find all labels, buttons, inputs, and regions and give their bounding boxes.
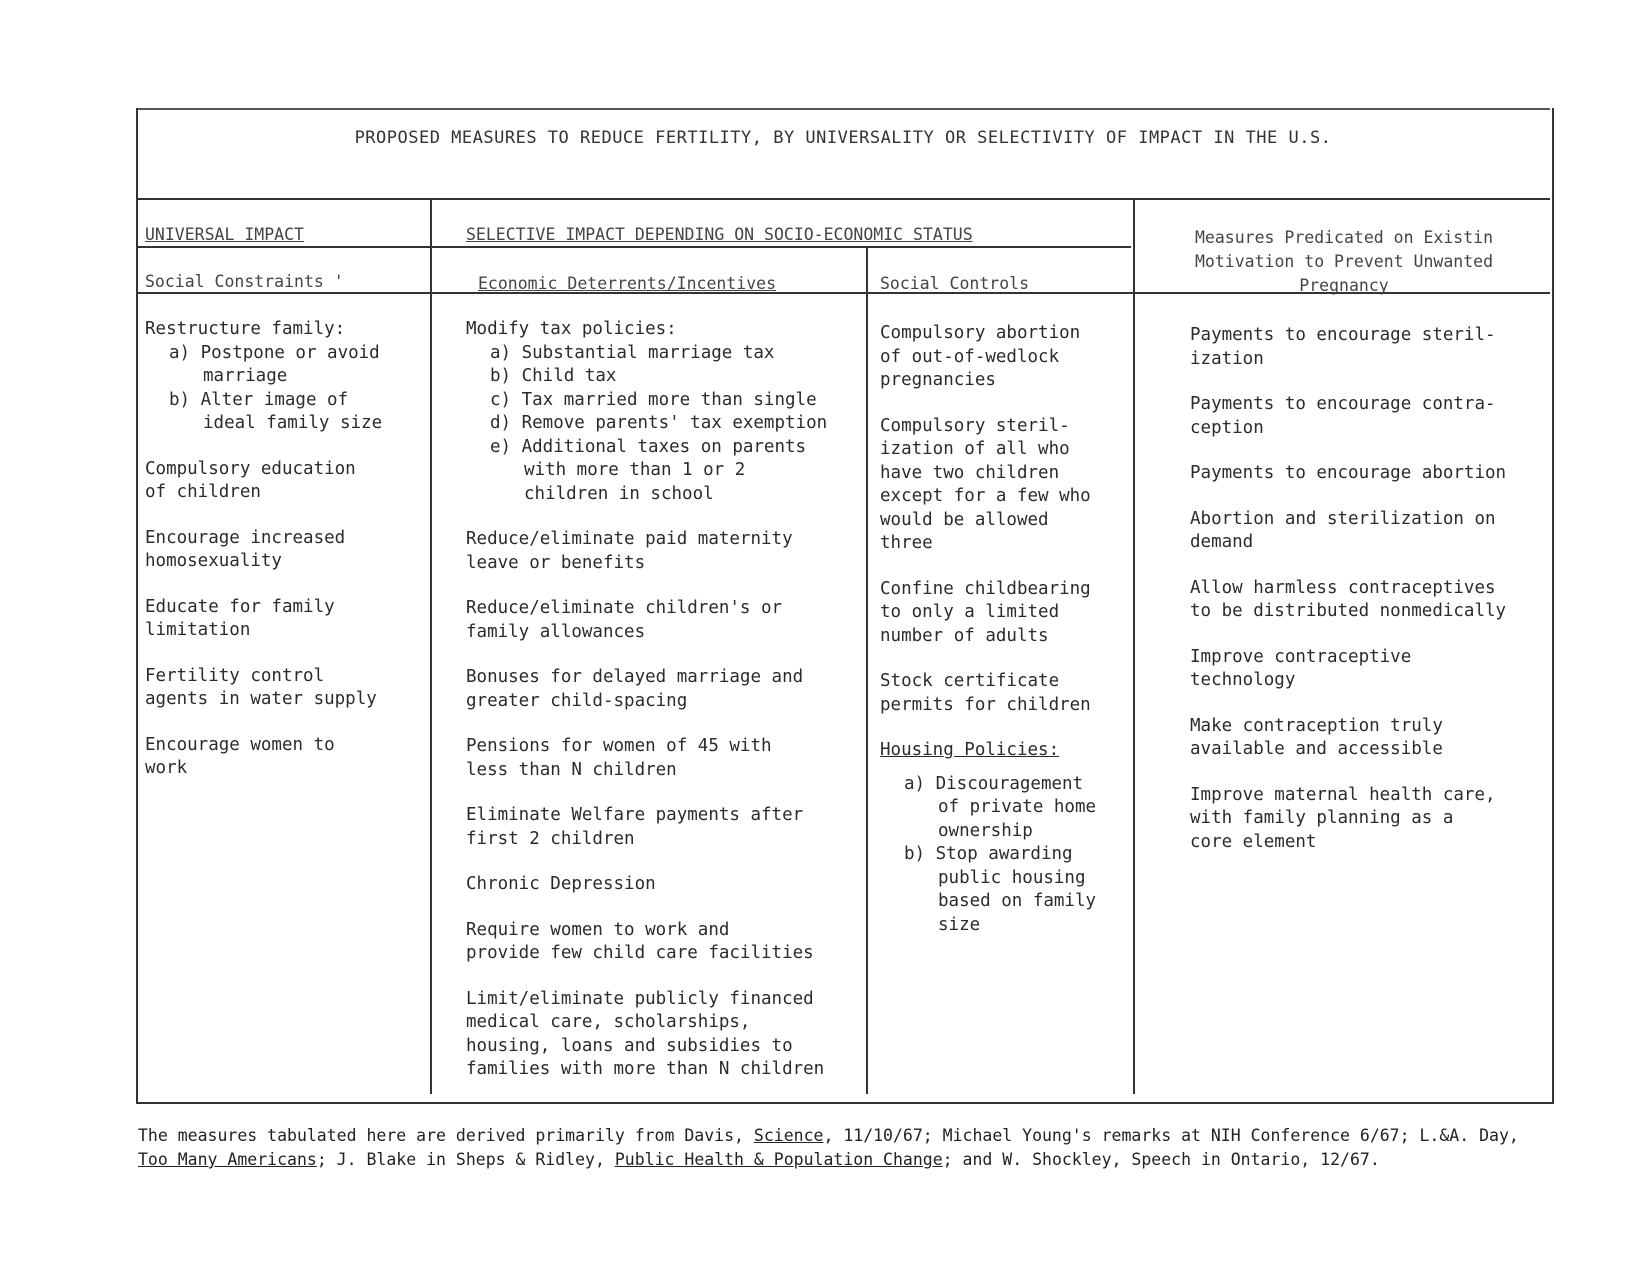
list-item: Improve maternal health care, with family planning as a core element xyxy=(1190,784,1496,852)
list-item: a) Discouragement of private home ownership b) Stop awarding public housing based on family size xyxy=(904,773,1097,935)
col-divider-2 xyxy=(866,246,868,1094)
list-item: Fertility control agents in water supply xyxy=(145,665,377,709)
col-motivation xyxy=(1190,324,1546,876)
list-item: Compulsory steril- ization of all who have two children except for a few who would be allowed three xyxy=(880,415,1091,553)
source-footnote: The measures tabulated here are derived primarily from Davis, Science, 11/10/67; Michael Young's remarks at NIH Conference 6/67; L.&A. Day, Too Many Americans; J. Blake in Sheps & Ridley, Public Health & Population Change; and W. Shockley, Speech in Ontario, 12/67. xyxy=(138,1126,1519,1169)
header-motivation: Measures Predicated on Existin Motivation to Prevent Unwanted Pregnancy xyxy=(1194,228,1493,295)
list-item: Payments to encourage abortion xyxy=(1190,463,1507,483)
list-item: Eliminate Welfare payments after first 2 children xyxy=(466,805,804,849)
list-item: Payments to encourage contra- ception xyxy=(1190,394,1496,438)
list-item: Chronic Depression xyxy=(466,874,656,894)
list-item: Confine childbearing to only a limited number of adults xyxy=(880,578,1091,646)
col-social-constraints xyxy=(145,318,425,803)
list-item: Restructure family: a) Postpone or avoid marriage b) Alter image of ideal family size xyxy=(145,319,383,433)
col-divider-1 xyxy=(430,198,432,1094)
list-item: Housing Policies: xyxy=(880,740,1060,760)
list-item: Modify tax policies: a) Substantial marriage tax b) Child tax c) Tax married more than single d) Remove parents' tax exemption e) Additional taxes on parents with more than 1 or 2 children in school xyxy=(466,319,828,504)
list-item: Compulsory education of children xyxy=(145,458,356,502)
table-title: PROPOSED MEASURES TO REDUCE FERTILITY, BY UNIVERSALITY OR SELECTIVITY OF IMPACT IN THE U.S. xyxy=(354,128,1332,148)
col-social-controls xyxy=(880,322,1130,937)
list-item: Compulsory abortion of out-of-wedlock pregnancies xyxy=(880,323,1081,390)
list-item: Encourage women to work xyxy=(145,734,335,778)
list-item: Educate for family limitation xyxy=(145,596,335,640)
list-item: Payments to encourage steril- ization xyxy=(1190,325,1496,369)
list-item: Pensions for women of 45 with less than N children xyxy=(466,736,772,780)
col-divider-3 xyxy=(1133,198,1135,1094)
list-item: Require women to work and provide few child care facilities xyxy=(466,919,814,963)
list-item: Abortion and sterilization on demand xyxy=(1190,508,1496,552)
list-item: Improve contraceptive technology xyxy=(1190,646,1412,690)
header-selective: SELECTIVE IMPACT DEPENDING ON SOCIO-ECONOMIC STATUS xyxy=(466,225,973,244)
list-item: Reduce/eliminate paid maternity leave or benefits xyxy=(466,529,793,573)
header-economic: Economic Deterrents/Incentives xyxy=(478,274,777,293)
header-universal: UNIVERSAL IMPACT xyxy=(145,225,304,244)
list-item: Encourage increased homosexuality xyxy=(145,527,346,571)
header-rule xyxy=(136,198,1550,200)
list-item: Allow harmless contraceptives to be distributed nonmedically xyxy=(1190,577,1507,621)
list-item: Stock certificate permits for children xyxy=(880,671,1091,715)
list-item: Limit/eliminate publicly financed medical care, scholarships, housing, loans and subsidies to families with more than N children xyxy=(466,988,825,1079)
header-social-controls: Social Controls xyxy=(880,274,1030,293)
col-economic xyxy=(466,318,862,1104)
header-social-constraints: Social Constraints ' xyxy=(145,272,344,291)
list-item: Make contraception truly available and accessible xyxy=(1190,715,1443,759)
list-item: Bonuses for delayed marriage and greater child-spacing xyxy=(466,667,804,711)
list-item: Reduce/eliminate children's or family allowances xyxy=(466,598,783,642)
